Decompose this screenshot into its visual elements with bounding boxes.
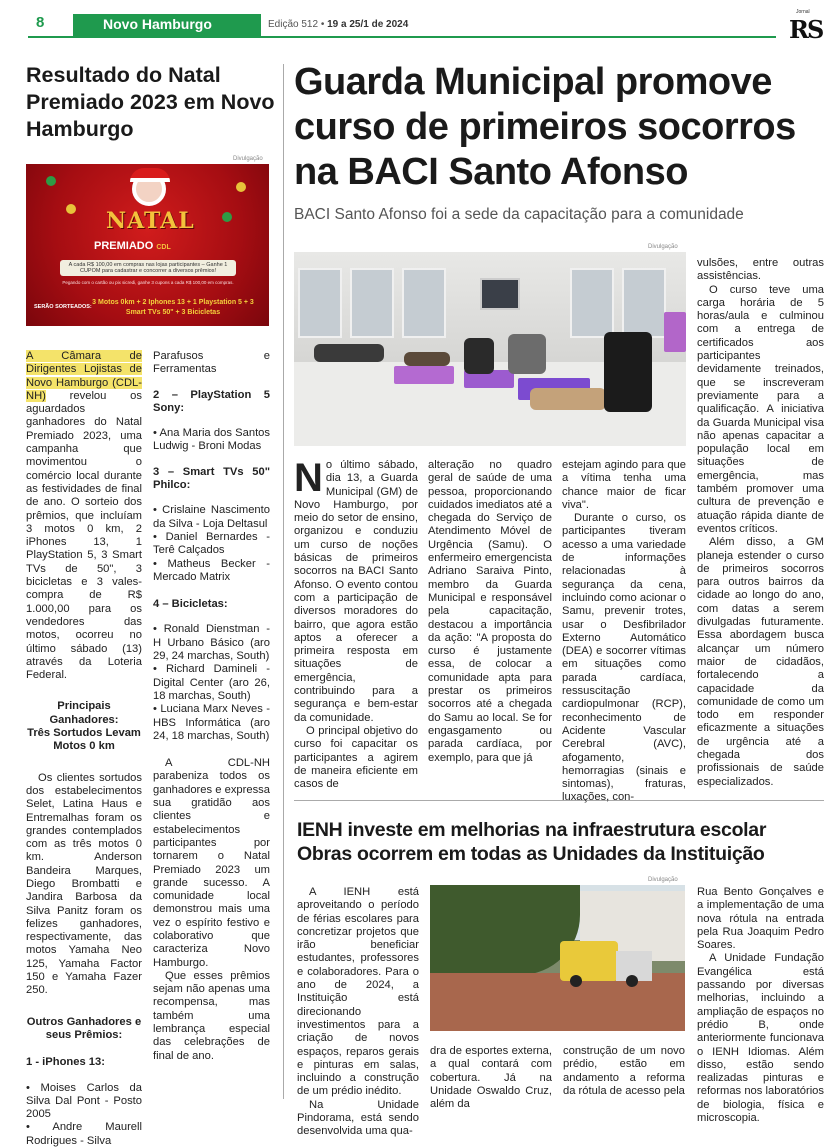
first-aid-training-photo (294, 252, 686, 446)
bottom-article-col1: A IENH está aproveitando o período de férias escolares para concretizar projetos que irão beneficiar estudantes, professores e colaboradores. Para o ano de 2024, a Instituição está direcionando investimentos para a criação de novos espaços, reparos gerais e pinturas em salas, incluindo a construção de um prédio inédito. Na Unidade Pindorama, está sendo desenvolvida uma qua- (297, 886, 419, 1138)
main-article-col2: alteração no quadro geral de saúde de uma pessoa, proporcionando cuidados imediatos até a chegada do Serviço de Atendimento Móvel de Urgência (Samu). O enfermeiro emergencista Adriano Saraiva Pinto, membro da Guarda Municipal e responsável pela capacitação, destacou a importância da ação: "A proposta do curso é justamente essa, de colocar a comunidade apta para prestar os primeiros socorros até a chegada do Samu ao local. Se for engasgamento ou parada cardíaca, por exemplo, para que já (428, 459, 552, 764)
main-article-col3: estejam agindo para que a vítima tenha uma chance maior de ficar viva". Durante o curso, os participantes tiveram acesso a uma variedade de informações relacionadas à segurança da cena, incluindo como acionar o Samu, prevenir trotes, usar o Desfibrilador Externo Automático (DEA) e socorrer vítimas em situações como parada cardíaca, ressuscitação cardiopulmonar (RCP), reconhecimento de Acidente Vascular Cerebral (AVC), afogamento, hemorragias (sinais e sintomas), fraturas, luxações, con- (562, 459, 686, 804)
construction-site-photo (430, 885, 685, 1031)
page-number: 8 (36, 14, 45, 31)
newspaper-logo: Jornal RS (789, 9, 823, 44)
header-rule (28, 36, 776, 38)
page-header (0, 0, 840, 46)
section-label: Novo Hamburgo (73, 14, 261, 36)
article-divider (294, 800, 824, 801)
bottom-article-col2: dra de esportes externa, a qual contará com cobertura. Já na Unidade Oswaldo Cruz, além da (430, 1045, 552, 1111)
bottom-article-col4: Rua Bento Gonçalves e a implementação de uma nova rótula na entrada pela Rua Joaquim Pedro Soares. A Unidade Fundação Evangélica está passando por diversas melhorias, incluindo a ampliação de espaços no prédio B, onde anteriormente funcionava o IENH Idiomas. Além disso, estão sendo realizadas pinturas e reformas nos laboratórios de biologia, física e microscopia. (697, 886, 824, 1125)
left-article-col1: A Câmara de Dirigentes Lojistas de Novo Hamburgo (CDL-NH) revelou os aguardados ganhadores do Natal Premiado 2023, uma campanha que movimentou o comércio local durante as festividades de final de ano. O sorteio dos prêmios, que incluíam 3 motos 0 km, 2 iPhones 13, 1 PlayStation 5, 3 Smart TVs de 50", 3 bicicletas e 3 vales-compra de R$ 1.000,00 para os vendedores das motos, ocorreu no último sábado (13) através da Loteria Federal. Principais Ganhadores: Três Sortudos Levam Motos 0 km Os clientes sortudos dos estabelecimentos Selet, Latina Haus e Entremalhas foram os grandes contemplados com as três motos 0 km. Anderson Bandeira Marques, Diego Brombatti e Jandira Barbosa da Silva Panitz foram os felizes ganhadores, respectivamente, das motos Yamaha Neo 125, Yamaha Factor 150 e Yamaha Fazer 250. Outros Ganhadores e seus Prêmios: 1 - iPhones 13: • Moises Carlos da Silva Dal Pont - Posto 2005 • Andre Maurell Rodrigues - Silva (26, 350, 142, 1147)
photo-credit: Divulgação (648, 877, 678, 883)
left-article-col2: Parafusos e Ferramentas 2 – PlayStation 5 Sony: • Ana Maria dos Santos Ludwig - Broni Modas 3 – Smart TVs 50" Philco: • Crislaine Nascimento da Silva - Loja Deltasul • Daniel Bernardes - Terê Calçados • Matheus Becker - Mercado Matrix 4 – Bicicletas: • Ronald Dienstman - H Urbano Básico (aro 29, 24 marchas, South) • Richard Damineli - Digital Center (aro 26, 18 marchas, South) • Luciana Marx Neves - HBS Informática (aro 24, 18 marchas, South) A CDL-NH parabeniza todos os ganhadores e expressa sua gratidão aos clientes e estabelecimentos participantes por tornarem o Natal Premiado 2023 um grande sucesso. A comunidade local demonstrou mais uma vez o espírito festivo e colaborativo que caracteriza Novo Hamburgo. Que esses prêmios sejam não apenas uma recompensa, mas também uma lembrança especial das celebrações de final de ano. (153, 350, 270, 1062)
photo-credit: Divulgação (233, 156, 263, 162)
bottom-article-col3: construção de um novo prédio, estão em andamento a reforma da rótula de acesso pela (563, 1045, 685, 1097)
main-article-subtitle: BACI Santo Afonso foi a sede da capacitação para a comunidade (294, 206, 744, 223)
main-article-col1: No último sábado, dia 13, a Guarda Municipal (GM) de Novo Hamburgo, por meio do setor de ensino, organizou e conduziu um curso de noções básicas de primeiros socorros na BACI Santo Afonso. O evento contou com a participação de diversos moradores do bairro, que agora estão aptos a oferecer a primeira resposta em situações de emergência, contribuindo para a segurança e bem-estar da comunidade. O principal objetivo do curso foi capacitar os participantes a agirem de maneira eficiente em casos de (294, 456, 418, 791)
bottom-article-title: IENH investe em melhorias na infraestrutura escolar Obras ocorrem em todas as Unidades da Instituição (297, 819, 767, 865)
left-article-title: Resultado do Natal Premiado 2023 em Novo Hamburgo (26, 63, 275, 141)
main-article-col4: vulsões, entre outras assistências. O curso teve uma carga horária de 5 horas/aula e culminou com a entrega de certificados aos participantes devidamente treinados, que se inscreveram previamente para a qualificação. A iniciativa da Guarda Municipal visa não apenas capacitar a população local em situações de emergência, mas também promover uma cultura de prevenção e atuação rápida diante de eventos críticos. Além disso, a GM planeja estender o curso de primeiros socorros para outros bairros da cidade ao longo do ano, com datas a serem divulgadas futuramente. Essa abordagem busca alcançar um número maior de cidadãos, fortalecendo a capacidade da comunidade de como um todo em responder eficazmente a situações de urgência até a chegada dos profissionais de saúde especializados. (697, 257, 824, 788)
edition-info: Edição 512 • 19 a 25/1 de 2024 (268, 19, 409, 30)
column-divider (283, 64, 284, 1099)
natal-premiado-banner: NATAL PREMIADO CDL A cada R$ 100,00 em compras nas lojas participantes – Ganhe 1 CUPOM para cadastrar e concorrer a diversos prêmios! Pegando com o cartão ou pix sicredi, ganhe 3 cupons a cada R$ 100,00 em compras. SERÃO SORTEADOS: 3 Motos 0km + 2 Iphones 13 + 1 Playstation 5 + 3 Smart TVs 50" + 3 Bicicletas (26, 164, 269, 326)
main-article-title: Guarda Municipal promove curso de primeiros socorros na BACI Santo Afonso (294, 61, 796, 193)
photo-credit: Divulgação (648, 244, 678, 250)
